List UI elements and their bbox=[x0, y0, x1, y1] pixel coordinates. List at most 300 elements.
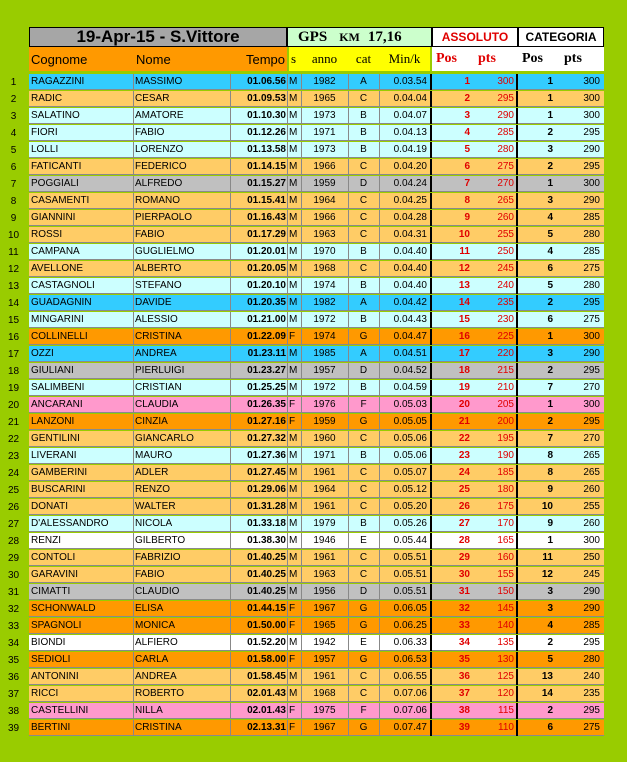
col-pos: Pos bbox=[432, 47, 472, 71]
cell-s: M bbox=[289, 501, 298, 512]
row-band bbox=[29, 74, 604, 90]
cell-s: M bbox=[289, 297, 298, 308]
cell-cpts: 255 bbox=[583, 501, 600, 512]
cell-anno: 1967 bbox=[313, 603, 336, 614]
row-number: 14 bbox=[7, 298, 20, 309]
cell-tempo: 01.52.20 bbox=[247, 637, 286, 648]
cell-nome: NILLA bbox=[135, 705, 163, 716]
cell-cognome: GUADAGNIN bbox=[31, 297, 92, 308]
cell-cat: B bbox=[360, 280, 367, 291]
cell-cpos: 12 bbox=[541, 569, 553, 580]
cell-cat: C bbox=[359, 229, 368, 240]
cell-minkm: 0.05.05 bbox=[393, 416, 427, 427]
cell-cat: C bbox=[359, 195, 368, 206]
row-number: 29 bbox=[7, 553, 20, 564]
table-row bbox=[0, 652, 627, 669]
col-tempo: Tempo bbox=[230, 47, 287, 71]
row-band bbox=[29, 210, 604, 226]
cell-minkm: 0.06.25 bbox=[393, 620, 427, 631]
cell-pos: 6 bbox=[464, 161, 470, 172]
cell-s: M bbox=[289, 484, 298, 495]
cell-cognome: CASTAGNOLI bbox=[31, 280, 95, 291]
cell-cpos: 3 bbox=[547, 144, 553, 155]
cell-tempo: 01.27.36 bbox=[247, 450, 286, 461]
cell-cpos: 2 bbox=[547, 416, 553, 427]
cell-anno: 1973 bbox=[313, 144, 336, 155]
cell-nome: FEDERICO bbox=[135, 161, 187, 172]
row-number: 36 bbox=[7, 672, 20, 683]
cell-cat: E bbox=[360, 637, 367, 648]
cell-divider bbox=[287, 363, 288, 379]
cell-cat: D bbox=[359, 365, 368, 376]
cell-cpts: 280 bbox=[583, 229, 600, 240]
cell-nome: MONICA bbox=[135, 620, 175, 631]
table-row bbox=[0, 720, 627, 737]
cell-s: M bbox=[289, 144, 298, 155]
table-row bbox=[0, 363, 627, 380]
cell-divider bbox=[287, 584, 288, 600]
cell-cpts: 295 bbox=[583, 297, 600, 308]
cell-minkm: 0.05.26 bbox=[393, 518, 427, 529]
cell-minkm: 0.04.31 bbox=[393, 229, 427, 240]
cell-cat: C bbox=[359, 433, 368, 444]
cell-tempo: 01.58.45 bbox=[247, 671, 286, 682]
table-row bbox=[0, 550, 627, 567]
cell-pos: 25 bbox=[458, 484, 470, 495]
cell-divider bbox=[287, 618, 288, 634]
cell-cpos: 11 bbox=[542, 552, 553, 563]
cell-nome: WALTER bbox=[135, 501, 176, 512]
cell-cognome: GARAVINI bbox=[31, 569, 79, 580]
cell-pos: 28 bbox=[458, 535, 470, 546]
cell-pts: 200 bbox=[497, 416, 514, 427]
cell-minkm: 0.05.06 bbox=[393, 433, 427, 444]
cell-nome: CLAUDIA bbox=[135, 399, 179, 410]
cell-cpos: 8 bbox=[547, 467, 553, 478]
cell-pos: 7 bbox=[464, 178, 470, 189]
cell-divider bbox=[287, 125, 288, 141]
cell-cat: B bbox=[360, 246, 367, 257]
row-number: 38 bbox=[7, 706, 20, 717]
cell-tempo: 01.31.28 bbox=[247, 501, 286, 512]
cell-tempo: 01.27.16 bbox=[247, 416, 286, 427]
cell-minkm: 0.04.13 bbox=[393, 127, 427, 138]
cell-s: F bbox=[289, 399, 296, 410]
cell-minkm: 0.07.06 bbox=[393, 705, 427, 716]
cell-tempo: 01.40.25 bbox=[247, 586, 286, 597]
row-band bbox=[29, 414, 604, 430]
cell-minkm: 0.06.33 bbox=[393, 637, 427, 648]
cell-nome: GILBERTO bbox=[135, 535, 186, 546]
cell-cpts: 270 bbox=[583, 433, 600, 444]
cell-nome: FABRIZIO bbox=[135, 552, 181, 563]
cell-nome: PIERLUIGI bbox=[135, 365, 185, 376]
cell-pts: 125 bbox=[497, 671, 514, 682]
table-row bbox=[0, 176, 627, 193]
row-number: 26 bbox=[7, 502, 20, 513]
cell-nome: LORENZO bbox=[135, 144, 184, 155]
cell-cat: C bbox=[359, 93, 368, 104]
row-band bbox=[29, 652, 604, 668]
cell-cpts: 295 bbox=[583, 637, 600, 648]
cell-anno: 1985 bbox=[313, 348, 336, 359]
table-row bbox=[0, 465, 627, 482]
cell-cpos: 4 bbox=[547, 212, 553, 223]
km-value: 17,16 bbox=[367, 28, 402, 45]
row-band bbox=[29, 125, 604, 141]
cell-anno: 1972 bbox=[313, 382, 336, 393]
cell-cpts: 290 bbox=[583, 603, 600, 614]
cell-anno: 1976 bbox=[313, 399, 336, 410]
cell-nome: PIERPAOLO bbox=[135, 212, 193, 223]
cell-pts: 150 bbox=[497, 586, 514, 597]
cell-cat: G bbox=[359, 620, 368, 631]
cell-pts: 120 bbox=[497, 688, 514, 699]
cell-minkm: 0.04.40 bbox=[393, 246, 427, 257]
cell-tempo: 01.20.35 bbox=[247, 297, 286, 308]
col-cognome: Cognome bbox=[29, 47, 133, 71]
cell-tempo: 01.21.00 bbox=[247, 314, 286, 325]
cell-pts: 285 bbox=[497, 127, 514, 138]
cell-cognome: GIULIANI bbox=[31, 365, 74, 376]
cell-divider bbox=[287, 567, 288, 583]
col-sesso: s bbox=[289, 47, 301, 71]
row-band bbox=[29, 193, 604, 209]
cell-cpts: 250 bbox=[583, 552, 600, 563]
cell-cpts: 295 bbox=[583, 416, 600, 427]
table-row bbox=[0, 142, 627, 159]
cell-nome: ALFIERO bbox=[135, 637, 178, 648]
cell-anno: 1963 bbox=[313, 569, 336, 580]
cell-cognome: BIONDI bbox=[31, 637, 66, 648]
row-number: 2 bbox=[10, 94, 17, 105]
cell-nome: MAURO bbox=[135, 450, 173, 461]
cell-cpts: 235 bbox=[583, 688, 600, 699]
cell-nome: ANDREA bbox=[135, 671, 177, 682]
cell-pts: 290 bbox=[497, 110, 514, 121]
cell-pos: 3 bbox=[464, 110, 470, 121]
cell-cat: F bbox=[360, 705, 367, 716]
cell-s: M bbox=[289, 178, 298, 189]
cell-anno: 1961 bbox=[313, 467, 336, 478]
cell-nome: DAVIDE bbox=[135, 297, 172, 308]
cell-pts: 195 bbox=[497, 433, 514, 444]
assoluto-label: ASSOLUTO bbox=[441, 30, 509, 44]
cell-tempo: 02.13.31 bbox=[247, 722, 286, 733]
cell-cpts: 295 bbox=[583, 365, 600, 376]
cell-cpts: 275 bbox=[583, 314, 600, 325]
cell-minkm: 0.05.44 bbox=[393, 535, 427, 546]
cell-pos: 29 bbox=[458, 552, 470, 563]
cell-s: F bbox=[289, 416, 296, 427]
row-band bbox=[29, 91, 604, 107]
table-row bbox=[0, 499, 627, 516]
cell-pos: 5 bbox=[464, 144, 470, 155]
cell-anno: 1974 bbox=[313, 280, 336, 291]
table-row bbox=[0, 108, 627, 125]
cell-pts: 170 bbox=[497, 518, 514, 529]
cell-s: M bbox=[289, 552, 298, 563]
cell-cognome: LOLLI bbox=[31, 144, 59, 155]
row-number: 7 bbox=[10, 179, 17, 190]
cell-pts: 295 bbox=[497, 93, 514, 104]
cell-divider bbox=[287, 108, 288, 124]
cell-minkm: 0.03.54 bbox=[393, 76, 427, 87]
row-number: 1 bbox=[10, 77, 17, 88]
cell-s: M bbox=[289, 110, 298, 121]
row-number: 8 bbox=[10, 196, 17, 207]
row-band bbox=[29, 397, 604, 413]
cell-cpts: 300 bbox=[583, 178, 600, 189]
cell-pts: 255 bbox=[497, 229, 514, 240]
cell-anno: 1974 bbox=[313, 331, 336, 342]
cell-minkm: 0.04.25 bbox=[393, 195, 427, 206]
cell-divider bbox=[287, 499, 288, 515]
row-number: 27 bbox=[7, 519, 20, 530]
cell-pos: 27 bbox=[458, 518, 470, 529]
cell-anno: 1956 bbox=[313, 586, 336, 597]
cell-cognome: GIANNINI bbox=[31, 212, 76, 223]
row-band bbox=[29, 346, 604, 362]
cell-pts: 130 bbox=[497, 654, 514, 665]
cell-nome: ROBERTO bbox=[135, 688, 185, 699]
cell-cpos: 1 bbox=[547, 178, 553, 189]
cell-cat: B bbox=[360, 518, 367, 529]
cell-cpos: 6 bbox=[547, 722, 553, 733]
cell-s: M bbox=[289, 263, 298, 274]
gps-header bbox=[287, 27, 432, 47]
cell-pts: 265 bbox=[497, 195, 514, 206]
cell-cat: C bbox=[359, 501, 368, 512]
cell-tempo: 01.12.26 bbox=[247, 127, 286, 138]
row-number: 13 bbox=[7, 281, 20, 292]
row-number: 3 bbox=[10, 111, 17, 122]
row-number: 21 bbox=[7, 417, 20, 428]
table-row bbox=[0, 244, 627, 261]
cell-tempo: 01.58.00 bbox=[247, 654, 286, 665]
row-number: 11 bbox=[8, 247, 19, 258]
race-title bbox=[29, 27, 287, 47]
cell-cat: F bbox=[360, 399, 367, 410]
cell-s: M bbox=[289, 671, 298, 682]
cell-pos: 8 bbox=[464, 195, 470, 206]
cell-nome: ALESSIO bbox=[135, 314, 178, 325]
cell-anno: 1973 bbox=[313, 110, 336, 121]
cell-tempo: 01.26.35 bbox=[247, 399, 286, 410]
table-row bbox=[0, 618, 627, 635]
table-row bbox=[0, 193, 627, 210]
row-band bbox=[29, 635, 604, 651]
cell-pos: 39 bbox=[458, 722, 470, 733]
cell-minkm: 0.04.24 bbox=[393, 178, 427, 189]
cell-divider bbox=[287, 159, 288, 175]
cell-cpos: 8 bbox=[547, 450, 553, 461]
cell-s: M bbox=[289, 365, 298, 376]
cell-cognome: RAGAZZINI bbox=[31, 76, 85, 87]
cell-tempo: 01.15.41 bbox=[247, 195, 286, 206]
cell-cognome: SPAGNOLI bbox=[31, 620, 82, 631]
cell-cognome: ANCARANI bbox=[31, 399, 83, 410]
col-nome: Nome bbox=[133, 47, 230, 71]
cell-pos: 2 bbox=[464, 93, 470, 104]
row-number: 16 bbox=[7, 332, 20, 343]
cell-cognome: RENZI bbox=[31, 535, 61, 546]
cell-divider bbox=[287, 601, 288, 617]
cell-pts: 210 bbox=[497, 382, 514, 393]
cell-cat: C bbox=[359, 467, 368, 478]
table-row bbox=[0, 448, 627, 465]
cell-pos: 11 bbox=[459, 246, 470, 257]
col-cat-pts: pts bbox=[558, 47, 604, 71]
cell-cognome: SALIMBENI bbox=[31, 382, 85, 393]
col-pts: pts bbox=[472, 47, 518, 71]
cell-nome: ANDREA bbox=[135, 348, 177, 359]
cell-nome: FABIO bbox=[135, 229, 165, 240]
cell-tempo: 01.23.27 bbox=[247, 365, 286, 376]
cell-nome: ROMANO bbox=[135, 195, 180, 206]
cell-minkm: 0.04.04 bbox=[393, 93, 427, 104]
cell-cognome: CAMPANA bbox=[31, 246, 80, 257]
row-band bbox=[29, 686, 604, 702]
cell-minkm: 0.04.20 bbox=[393, 161, 427, 172]
cell-cpos: 3 bbox=[547, 195, 553, 206]
cell-pos: 36 bbox=[458, 671, 470, 682]
row-number: 28 bbox=[7, 536, 20, 547]
cell-minkm: 0.04.40 bbox=[393, 263, 427, 274]
cell-divider bbox=[287, 652, 288, 668]
cell-cpts: 275 bbox=[583, 722, 600, 733]
cell-s: M bbox=[289, 246, 298, 257]
cell-cognome: SCHONWALD bbox=[31, 603, 96, 614]
cell-cpos: 1 bbox=[547, 535, 553, 546]
cell-s: M bbox=[289, 212, 298, 223]
cell-pts: 225 bbox=[497, 331, 514, 342]
cell-tempo: 01.25.25 bbox=[247, 382, 286, 393]
cell-cognome: CONTOLI bbox=[31, 552, 76, 563]
cell-pts: 140 bbox=[497, 620, 514, 631]
cell-pos: 13 bbox=[458, 280, 470, 291]
cell-pos: 23 bbox=[458, 450, 470, 461]
cell-pos: 22 bbox=[458, 433, 470, 444]
cell-pts: 165 bbox=[497, 535, 514, 546]
cell-cpos: 6 bbox=[547, 314, 553, 325]
table-row bbox=[0, 567, 627, 584]
cell-tempo: 02.01.43 bbox=[247, 688, 286, 699]
cell-pos: 9 bbox=[464, 212, 470, 223]
cell-cognome: COLLINELLI bbox=[31, 331, 88, 342]
row-band bbox=[29, 380, 604, 396]
cell-s: M bbox=[289, 637, 298, 648]
cell-s: F bbox=[289, 722, 296, 733]
cell-anno: 1971 bbox=[313, 127, 336, 138]
cell-pos: 16 bbox=[458, 331, 470, 342]
gps-label: GPS bbox=[298, 28, 328, 45]
cell-nome: ELISA bbox=[135, 603, 164, 614]
row-band bbox=[29, 227, 604, 243]
table-row bbox=[0, 482, 627, 499]
cell-divider bbox=[287, 91, 288, 107]
cell-cpts: 295 bbox=[583, 127, 600, 138]
table-row bbox=[0, 431, 627, 448]
cell-cognome: RADIC bbox=[31, 93, 63, 104]
cell-cpts: 285 bbox=[583, 246, 600, 257]
cell-s: M bbox=[289, 382, 298, 393]
row-number: 35 bbox=[7, 655, 20, 666]
cell-minkm: 0.04.59 bbox=[393, 382, 427, 393]
row-number: 9 bbox=[10, 213, 17, 224]
cell-cpts: 300 bbox=[583, 331, 600, 342]
cell-minkm: 0.05.51 bbox=[393, 552, 427, 563]
table-row bbox=[0, 584, 627, 601]
cell-nome: CRISTIAN bbox=[135, 382, 182, 393]
table-row bbox=[0, 278, 627, 295]
cell-cognome: BUSCARINI bbox=[31, 484, 86, 495]
cell-tempo: 01.10.30 bbox=[247, 110, 286, 121]
cell-divider bbox=[287, 193, 288, 209]
row-number: 32 bbox=[7, 604, 20, 615]
cell-cpos: 1 bbox=[547, 76, 553, 87]
table-row bbox=[0, 601, 627, 618]
cell-pts: 155 bbox=[497, 569, 514, 580]
cell-pts: 175 bbox=[497, 501, 514, 512]
row-number: 17 bbox=[7, 349, 20, 360]
row-number: 30 bbox=[7, 570, 20, 581]
cell-tempo: 01.33.18 bbox=[247, 518, 286, 529]
row-band bbox=[29, 176, 604, 192]
cell-cognome: FIORI bbox=[31, 127, 58, 138]
cell-cognome: BERTINI bbox=[31, 722, 71, 733]
cell-cpos: 7 bbox=[547, 433, 553, 444]
cell-pos: 17 bbox=[458, 348, 470, 359]
cell-pts: 115 bbox=[498, 705, 514, 716]
cell-pos: 19 bbox=[458, 382, 470, 393]
cell-pos: 33 bbox=[458, 620, 470, 631]
cell-pos: 30 bbox=[458, 569, 470, 580]
row-band bbox=[29, 669, 604, 685]
cell-cpts: 265 bbox=[583, 467, 600, 478]
cell-cpos: 2 bbox=[547, 297, 553, 308]
cell-anno: 1975 bbox=[313, 705, 336, 716]
cell-cat: A bbox=[360, 76, 367, 87]
row-number: 23 bbox=[7, 451, 20, 462]
row-band bbox=[29, 329, 604, 345]
cell-cognome: CASTELLINI bbox=[31, 705, 89, 716]
column-header-row bbox=[0, 47, 627, 71]
cell-s: M bbox=[289, 467, 298, 478]
cell-anno: 1966 bbox=[313, 161, 336, 172]
cell-cognome: SEDIOLI bbox=[31, 654, 71, 665]
cell-minkm: 0.04.43 bbox=[393, 314, 427, 325]
cell-divider bbox=[287, 244, 288, 260]
cell-divider bbox=[287, 74, 288, 90]
cell-pos: 32 bbox=[458, 603, 470, 614]
cell-nome: CARLA bbox=[135, 654, 169, 665]
cell-cpos: 2 bbox=[547, 705, 553, 716]
cell-cognome: ROSSI bbox=[31, 229, 63, 240]
cell-divider bbox=[287, 142, 288, 158]
row-number: 19 bbox=[7, 383, 20, 394]
cell-anno: 1971 bbox=[313, 450, 336, 461]
table-row bbox=[0, 703, 627, 720]
col-cat-pos: Pos bbox=[518, 47, 558, 71]
cell-s: F bbox=[289, 603, 296, 614]
cell-nome: GUGLIELMO bbox=[135, 246, 195, 257]
cell-cat: G bbox=[359, 654, 368, 665]
cell-divider bbox=[287, 346, 288, 362]
cell-pts: 135 bbox=[497, 637, 514, 648]
cell-cognome: FATICANTI bbox=[31, 161, 82, 172]
cell-nome: CESAR bbox=[135, 93, 170, 104]
